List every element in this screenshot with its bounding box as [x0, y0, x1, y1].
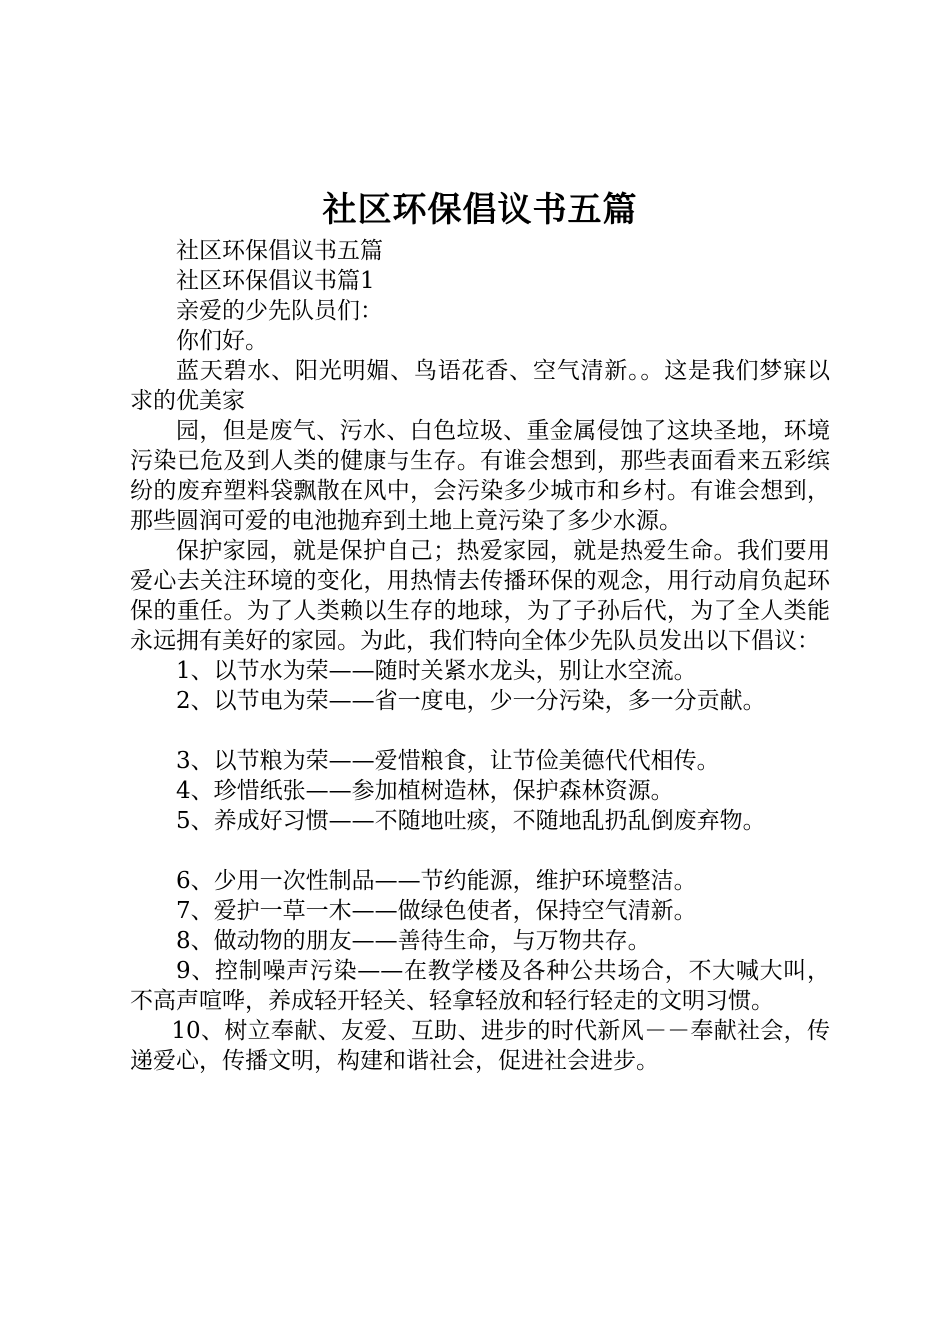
list-item: 2、以节电为荣——省一度电，少一分污染，多一分贡献。: [176, 688, 766, 714]
paragraph-pollution: 园，但是废气、污水、白色垃圾、重金属侵蚀了这块圣地，环境污染已危及到人类的健康与生存。有谁会想到，那些表面看来五彩缤纷的废弃塑料袋飘散在风中，会污染多少城市和乡村。有谁会想到，那些圆润可爱的电池抛弃到土地上竟污染了多少水源。: [130, 418, 830, 534]
paragraph-salutation: 亲爱的少先队员们：: [176, 298, 383, 324]
document-body: [130, 236, 830, 1076]
list-item: 8、做动物的朋友——善待生命，与万物共存。: [176, 928, 651, 954]
list-item: 7、爱护一草一木——做绿色使者，保持空气清新。: [176, 898, 697, 924]
paragraph-subheading: 社区环保倡议书篇1: [176, 268, 375, 294]
paragraph-greeting: 你们好。: [176, 328, 268, 354]
list-item: 6、少用一次性制品——节约能源，维护环境整洁。: [176, 868, 697, 894]
list-item: 9、控制噪声污染——在教学楼及各种公共场合，不大喊大叫，不高声喧哗，养成轻开轻关、轻拿轻放和轻行轻走的文明习惯。: [130, 958, 830, 1014]
paragraph-call: 保护家园，就是保护自己；热爱家园，就是热爱生命。我们要用爱心去关注环境的变化，用热情去传播环保的观念，用行动肩负起环保的重任。为了人类赖以生存的地球，为了子孙后代，为了全人类能永远拥有美好的家园。为此，我们特向全体少先队员发出以下倡议：: [130, 538, 830, 654]
list-item: 5、养成好习惯——不随地吐痰，不随地乱扔乱倒废弃物。: [176, 808, 766, 834]
document-page: [130, 188, 830, 1076]
paragraph-heading: 社区环保倡议书五篇: [176, 238, 383, 264]
list-item: 10、树立奉献、友爱、互助、进步的时代新风－－奉献社会，传递爱心，传播文明，构建和谐社会，促进社会进步。: [130, 1018, 830, 1074]
paragraph-intro: 蓝天碧水、阳光明媚、鸟语花香、空气清新。。这是我们梦寐以求的优美家: [130, 358, 830, 414]
list-item: 1、以节水为荣——随时关紧水龙头，别让水空流。: [176, 658, 697, 684]
list-item: 3、以节粮为荣——爱惜粮食，让节俭美德代代相传。: [176, 748, 720, 774]
list-item: 4、珍惜纸张——参加植树造林，保护森林资源。: [176, 778, 674, 804]
document-title: 社区环保倡议书五篇: [322, 190, 638, 230]
